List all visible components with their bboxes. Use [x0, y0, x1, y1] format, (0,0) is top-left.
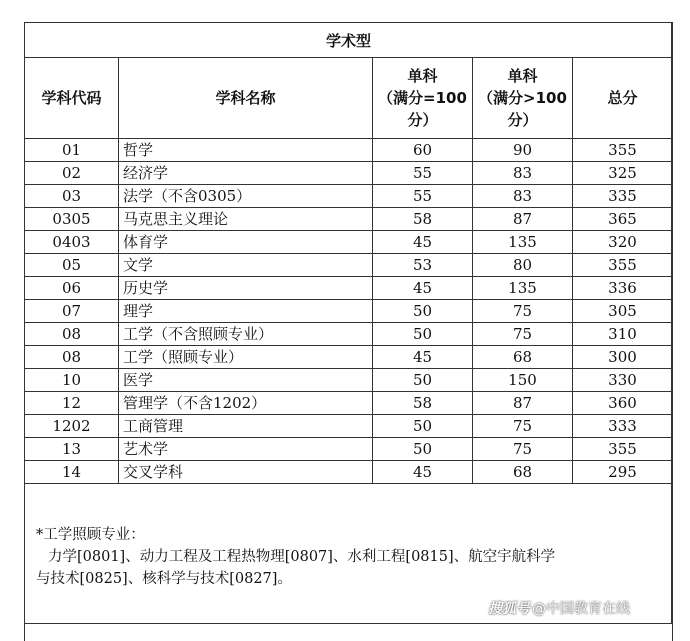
cell-single-gt100: 80 [473, 254, 573, 277]
cell-code: 12 [25, 392, 119, 415]
header-code: 学科代码 [25, 58, 119, 139]
cell-code: 05 [25, 254, 119, 277]
cell-single-le100: 53 [373, 254, 473, 277]
table-row [25, 231, 673, 254]
cell-name: 法学（不含0305） [119, 185, 373, 208]
table-row [25, 346, 673, 369]
watermark [488, 598, 630, 618]
cell-single-gt100: 90 [473, 139, 573, 162]
cell-code: 14 [25, 461, 119, 484]
cell-single-le100: 50 [373, 369, 473, 392]
table-row [25, 254, 673, 277]
cell-name: 体育学 [119, 231, 373, 254]
cell-name: 哲学 [119, 139, 373, 162]
cell-single-le100: 50 [373, 415, 473, 438]
cell-single-gt100: 68 [473, 461, 573, 484]
cell-total: 330 [573, 369, 673, 392]
header-line: 单科 [373, 65, 472, 87]
cell-single-le100: 50 [373, 300, 473, 323]
cell-name: 艺术学 [119, 438, 373, 461]
cell-single-gt100: 135 [473, 231, 573, 254]
cell-single-le100: 45 [373, 461, 473, 484]
header-line: （满分>100 [473, 87, 572, 109]
table-title: 学术型 [25, 23, 673, 58]
cell-code: 1202 [25, 415, 119, 438]
cell-code: 02 [25, 162, 119, 185]
cell-name: 文学 [119, 254, 373, 277]
cell-code: 08 [25, 323, 119, 346]
table-row [25, 323, 673, 346]
cell-single-le100: 45 [373, 231, 473, 254]
cell-single-gt100: 87 [473, 208, 573, 231]
cell-total: 320 [573, 231, 673, 254]
cell-name: 工学（照顾专业） [119, 346, 373, 369]
header-line: 单科 [473, 65, 572, 87]
cell-single-gt100: 135 [473, 277, 573, 300]
cell-code: 01 [25, 139, 119, 162]
cell-total: 355 [573, 254, 673, 277]
watermark-text: @中国教育在线 [532, 601, 630, 617]
cell-code: 08 [25, 346, 119, 369]
cell-name: 历史学 [119, 277, 373, 300]
cell-code: 0403 [25, 231, 119, 254]
table-row [25, 438, 673, 461]
note-heading: *工学照顾专业： [36, 524, 666, 546]
cell-single-gt100: 83 [473, 162, 573, 185]
cell-total: 360 [573, 392, 673, 415]
table-row [25, 208, 673, 231]
cell-code: 13 [25, 438, 119, 461]
cell-single-gt100: 150 [473, 369, 573, 392]
cell-total: 355 [573, 438, 673, 461]
header-line: 分） [473, 109, 572, 131]
cell-name: 经济学 [119, 162, 373, 185]
cell-code: 03 [25, 185, 119, 208]
cell-total: 365 [573, 208, 673, 231]
cell-total: 336 [573, 277, 673, 300]
table-row [25, 185, 673, 208]
cell-single-le100: 58 [373, 392, 473, 415]
cell-code: 07 [25, 300, 119, 323]
cell-name: 医学 [119, 369, 373, 392]
cell-code: 06 [25, 277, 119, 300]
note-line: 与技术[0825]、核科学与技术[0827]。 [36, 568, 666, 590]
cell-single-gt100: 75 [473, 323, 573, 346]
cell-single-le100: 45 [373, 346, 473, 369]
header-single-le100 [373, 58, 473, 139]
cell-code: 10 [25, 369, 119, 392]
cell-name: 工商管理 [119, 415, 373, 438]
cell-name: 理学 [119, 300, 373, 323]
cell-total: 310 [573, 323, 673, 346]
table-row [25, 277, 673, 300]
watermark-brand: 搜狐号 [488, 601, 530, 617]
cell-single-le100: 45 [373, 277, 473, 300]
cell-name: 交叉学科 [119, 461, 373, 484]
cell-single-le100: 50 [373, 323, 473, 346]
cell-single-gt100: 75 [473, 300, 573, 323]
cell-code: 0305 [25, 208, 119, 231]
table-row [25, 461, 673, 484]
table-row [25, 415, 673, 438]
header-line: （满分=100 [373, 87, 472, 109]
cell-total: 333 [573, 415, 673, 438]
cell-single-gt100: 68 [473, 346, 573, 369]
cell-single-gt100: 75 [473, 438, 573, 461]
header-line: 分） [373, 109, 472, 131]
cell-single-gt100: 87 [473, 392, 573, 415]
header-name: 学科名称 [119, 58, 373, 139]
table-row [25, 139, 673, 162]
note-line: 力学[0801]、动力工程及工程热物理[0807]、水利工程[0815]、航空宇航科学 [36, 546, 666, 568]
cell-single-le100: 55 [373, 162, 473, 185]
cell-single-gt100: 75 [473, 415, 573, 438]
cell-single-gt100: 83 [473, 185, 573, 208]
cell-single-le100: 58 [373, 208, 473, 231]
header-single-gt100 [473, 58, 573, 139]
cell-total: 300 [573, 346, 673, 369]
table-row [25, 162, 673, 185]
header-row [25, 58, 673, 139]
cell-name: 工学（不含照顾专业） [119, 323, 373, 346]
table-row [25, 369, 673, 392]
cell-total: 335 [573, 185, 673, 208]
cell-total: 295 [573, 461, 673, 484]
cell-single-le100: 55 [373, 185, 473, 208]
cell-name: 管理学（不含1202） [119, 392, 373, 415]
cell-total: 355 [573, 139, 673, 162]
header-total: 总分 [573, 58, 673, 139]
table-row [25, 392, 673, 415]
cell-single-le100: 50 [373, 438, 473, 461]
table-row [25, 300, 673, 323]
cell-total: 305 [573, 300, 673, 323]
cell-total: 325 [573, 162, 673, 185]
cell-name: 马克思主义理论 [119, 208, 373, 231]
cell-single-le100: 60 [373, 139, 473, 162]
note-block [36, 524, 666, 590]
